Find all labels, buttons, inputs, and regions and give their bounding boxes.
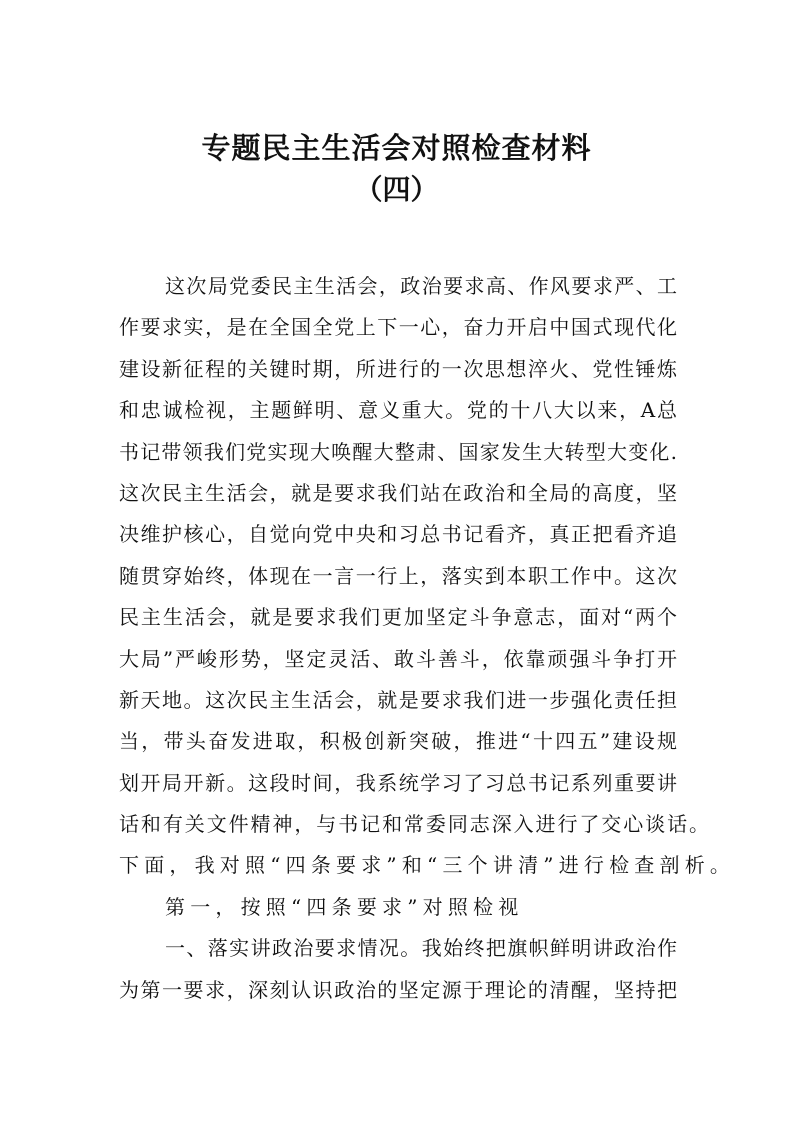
text-line: 一、落实讲政治要求情况。我始终把旗帜鲜明讲政治作 (165, 936, 677, 961)
text-line: 民主生活会，就是要求我们更加坚定斗争意志，面对“两个 (119, 605, 677, 630)
section-heading: 第一，按照“四条要求”对照检视 (165, 894, 524, 919)
text-line: 和忠诚检视，主题鲜明、意义重大。党的十八大以来，A总 (119, 398, 677, 423)
text-line: 划开局开新。这段时间，我系统学习了习总书记系列重要讲 (119, 770, 677, 795)
text-line: 作要求实，是在全国全党上下一心，奋力开启中国式现代化 (119, 315, 677, 340)
text-line: 建设新征程的关键时期，所进行的一次思想淬火、党性锤炼 (119, 356, 677, 381)
text-line: 这次局党委民主生活会，政治要求高、作风要求严、工 (165, 274, 677, 298)
text-line: 决维护核心，自觉向党中央和习总书记看齐，真正把看齐追 (119, 522, 677, 547)
text-line: 下面，我对照“四条要求”和“三个讲清”进行检查剖析。 (119, 853, 736, 878)
text-line: 大局”严峻形势，坚定灵活、敢斗善斗，依靠顽强斗争打开 (119, 646, 677, 671)
document-body (119, 266, 736, 1011)
text-line: 随贯穿始终，体现在一言一行上，落实到本职工作中。这次 (119, 563, 677, 588)
text-line: 新天地。这次民主生活会，就是要求我们进一步强化责任担 (119, 687, 677, 712)
document-subtitle: （四） (354, 173, 439, 206)
text-line: 当，带头奋发进取，积极创新突破，推进“十四五”建设规 (119, 729, 677, 754)
text-line: 为第一要求，深刻认识政治的坚定源于理论的清醒，坚持把 (119, 977, 677, 1002)
text-line: 书记带领我们党实现大唤醒大整肃、国家发生大转型大变化. (119, 439, 677, 464)
text-line: 话和有关文件精神，与书记和常委同志深入进行了交心谈话。 (119, 812, 709, 837)
text-line: 这次民主生活会，就是要求我们站在政治和全局的高度，坚 (119, 480, 677, 505)
document-title: 专题民主生活会对照检查材料 (201, 131, 592, 165)
